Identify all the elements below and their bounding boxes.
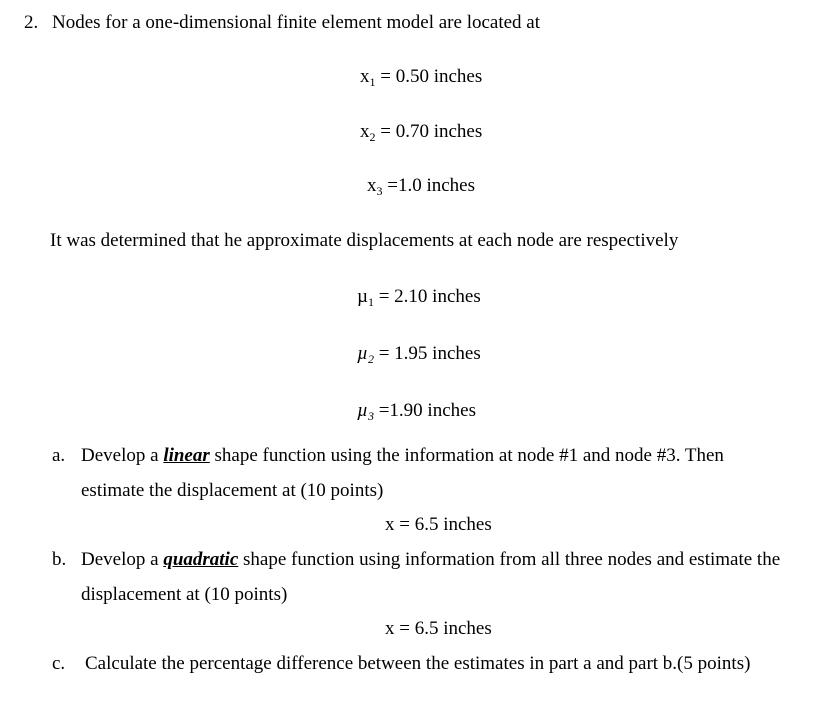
- part-a-text: [81, 446, 724, 465]
- part-c-text: Calculate the percentage difference between the estimates in part a and part b.(5 points): [85, 653, 751, 674]
- displacement-intro: It was determined that he approximate displacements at each node are respectively: [50, 230, 679, 251]
- part-b-line2: displacement at (10 points): [81, 584, 288, 605]
- mu-3-sub: 3: [367, 409, 374, 423]
- displacement-3-equation: [357, 400, 476, 423]
- question-intro: Nodes for a one-dimensional finite element model are located at: [52, 12, 541, 33]
- part-b-equation: x = 6.5 inches: [385, 618, 492, 639]
- part-a-label: a.: [52, 445, 66, 466]
- mu-1-value: = 2.10 inches: [373, 286, 481, 307]
- question-number: 2.: [24, 12, 39, 33]
- mu-1-var: µ: [357, 286, 368, 307]
- part-b-text: [81, 550, 780, 569]
- mu-3-var: µ: [357, 400, 368, 421]
- part-a-post: shape function using the information at node #1 and node #3. Then: [209, 445, 724, 466]
- node-3-value: =1.0 inches: [382, 175, 476, 196]
- part-c-label: c.: [52, 653, 66, 674]
- node-1-var: x: [360, 66, 370, 87]
- mu-2-sub: 2: [367, 352, 374, 366]
- node-1-sub: 1: [369, 75, 376, 89]
- node-3-var: x: [367, 175, 377, 196]
- node-3-equation: [367, 175, 476, 198]
- mu-3-value: =1.90 inches: [373, 400, 476, 421]
- part-b-emphasis: quadratic: [163, 549, 239, 570]
- node-2-sub: 2: [369, 130, 376, 144]
- part-b-pre: Develop a: [81, 549, 164, 570]
- node-3-sub: 3: [376, 184, 383, 198]
- part-a-line2: estimate the displacement at (10 points): [81, 480, 384, 501]
- part-a-emphasis: linear: [163, 445, 210, 466]
- part-b-label: b.: [52, 549, 67, 570]
- node-2-equation: [360, 121, 483, 144]
- part-a-pre: Develop a: [81, 445, 164, 466]
- mu-2-value: = 1.95 inches: [373, 343, 481, 364]
- part-b-post: shape function using information from all three nodes and estimate the: [238, 549, 781, 570]
- node-2-var: x: [360, 121, 370, 142]
- part-a-equation: x = 6.5 inches: [385, 514, 492, 535]
- displacement-1-equation: [357, 286, 481, 309]
- mu-2-var: µ: [357, 343, 368, 364]
- node-1-value: = 0.50 inches: [375, 66, 483, 87]
- mu-1-sub: 1: [367, 295, 374, 309]
- node-1-equation: [360, 66, 483, 89]
- node-2-value: = 0.70 inches: [375, 121, 483, 142]
- displacement-2-equation: [357, 343, 481, 366]
